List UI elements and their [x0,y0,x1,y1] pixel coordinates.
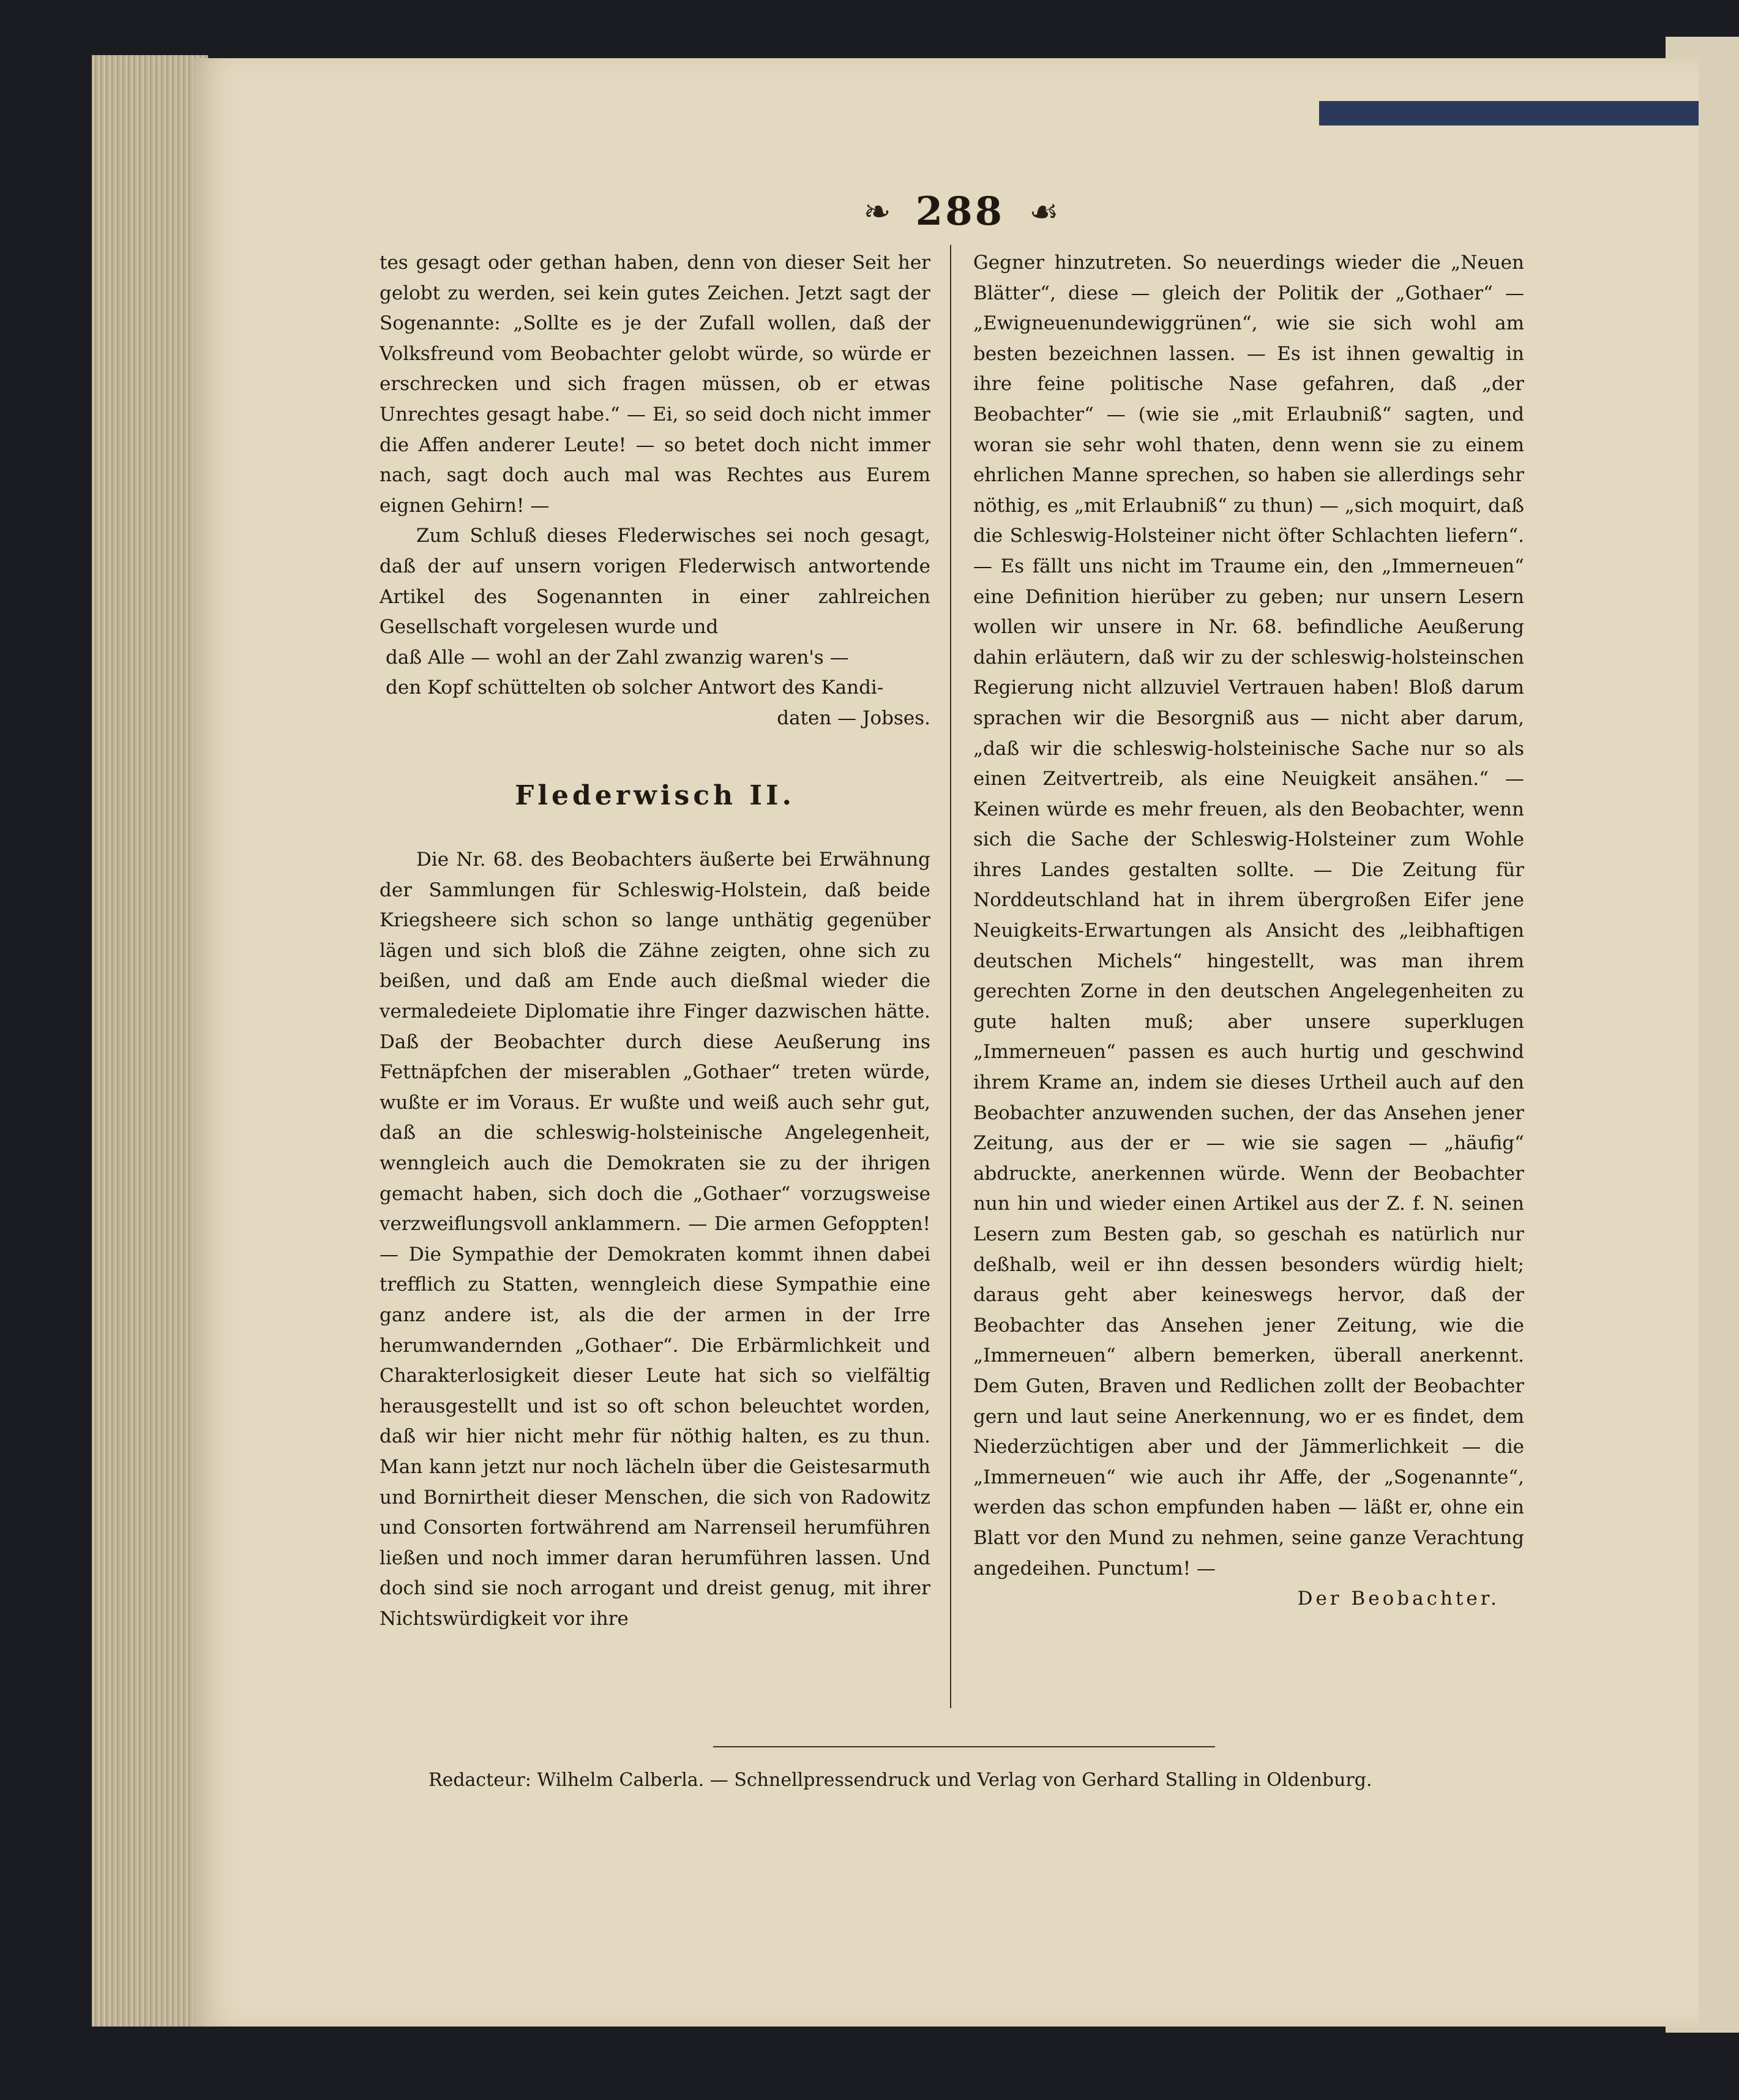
paragraph: Gegner hinzutreten. So neuerdings wieder die „Neuen Blätter“, diese — gleich der Politik der „Gothaer“ — „Ewigneuenundewiggrünen“, wie sie sich wohl am besten bezeichnen lassen. — Es ist ihnen gewaltig in ihre feine politische Nase gefahren, daß „der Beobachter“ — (wie sie „mit Erlaubniß“ sagten, und woran sie sehr wohl thaten, denn wenn sie zu einem ehrlichen Manne sprechen, so haben sie allerdings sehr nöthig, es „mit Erlaubniß“ zu thun) — „sich moquirt, daß die Schleswig-Holsteiner nicht öfter Schlachten liefern“. — Es fällt uns nicht im Traume ein, den „Immerneuen“ eine Definition hierüber zu geben; nur unsern Lesern wollen wir unsere in Nr. 68. befindliche Aeußerung dahin erläutern, daß wir zu der schleswig-holsteinschen Regierung nicht allzuviel Vertrauen haben! Bloß darum sprachen wir die Besorgniß aus — nicht aber darum, „daß wir die schleswig-holsteinische Sache nur so als einen Zeitvertreib, als eine Neuigkeit ansähen.“ — Keinen würde es mehr freuen, als den Beobachter, wenn sich die Sache der Schleswig-Holsteiner zum Wohle ihres Landes gestalten sollte. — Die Zeitung für Norddeutschland hat in ihrem übergroßen Eifer jene Neuigkeits-Erwartungen als Ansicht des „leibhaftigen deutschen Michels“ hingestellt, was man ihrem gerechten Zorne in den deutschen Angelegenheiten zu gute halten muß; aber unsere superklugen „Immerneuen“ passen es auch hurtig und geschwind ihrem Krame an, indem sie dieses Urtheil auch auf den Beobachter anzuwenden suchen, der das Ansehen jener Zeitung, aus der er — wie sie sagen — „häufig“ abdruckte, anerkennen würde. Wenn der Beobachter nun hin und wieder einen Artikel aus der Z. f. N. seinen Lesern zum Besten gab, so geschah es natürlich nur deßhalb, weil er ihn dessen besonders würdig hielt; daraus geht aber keineswegs hervor, daß der Beobachter das Ansehen jener Zeitung, wie die „Immerneuen“ albern bemerken, überall anerkennt. Dem Guten, Braven und Redlichen zollt der Beobachter gern und laut seine Anerkennung, wo er es findet, dem Niederzüchtigen aber und der Jämmerlichkeit — die „Immerneuen“ wie auch ihr Affe, der „Sogenannte“, werden das schon empfunden haben — läßt er, ohne ein Blatt vor den Mund zu nehmen, seine ganze Verachtung angedeihen. Punctum! — [973,252,1524,1580]
paragraph: Die Nr. 68. des Beobachters äußerte bei Erwähnung der Sammlungen für Schleswig-Holstein, daß beide Kriegsheere sich schon so lange unthätig gegenüber lägen und sich bloß die Zähne zeigten, ohne sich zu beißen, und daß am Ende auch dießmal wieder die vermaledeiete Diplomatie ihre Finger dazwischen hätte. Daß der Beobachter durch diese Aeußerung ins Fettnäpfchen der miserablen „Gothaer“ treten würde, wußte er im Voraus. Er wußte und weiß auch sehr gut, daß an die schleswig-holsteinische Angelegenheit, wenngleich auch die Demokraten sie zu der ihrigen gemacht haben, sich doch die „Gothaer“ vorzugsweise verzweiflungsvoll anklammern. — Die armen Gefoppten! — Die Sympathie der Demokraten kommt ihnen dabei trefflich zu Statten, wenngleich diese Sympathie eine ganz andere ist, als die der armen in der Irre herumwandernden „Gothaer“. Die Erbärmlichkeit und Charakterlosigkeit dieser Leute hat sich so vielfältig herausgestellt und ist so oft schon beleuchtet worden, daß wir hier nicht mehr für nöthig halten, es zu thun. Man kann jetzt nur noch lächeln über die Geistesarmuth und Bornirtheit dieser Menschen, die sich von Radowitz und Consorten fortwährend am Narrenseil herumführen ließen und noch immer daran herumführen lassen. Und doch sind sie noch arrogant und dreist genug, mit ihrer Nichtswürdigkeit vor ihre [380,849,930,1630]
section-title: Flederwisch II. [515,779,795,811]
cover-strip [1319,101,1699,126]
footer-rule [713,1746,1215,1747]
verse-line: daten — Jobses. [777,707,930,729]
paragraph: tes gesagt oder gethan haben, denn von dieser Seit her gelobt zu werden, sei kein gutes Zeichen. Jetzt sagt der Sogenannte: „Sollte es je der Zufall wollen, daß der Volksfreund vom Beobachter gelobt würde, so würde er erschrecken und sich fragen müssen, ob er etwas Unrechtes gesagt habe.“ — Ei, so seid doch nicht immer die Affen anderer Leute! — so betet doch nicht immer nach, sagt doch auch mal was Rechtes aus Eurem eignen Gehirn! — [380,252,930,517]
left-column [380,248,930,1635]
right-column [973,248,1524,1614]
right-ornament-icon: ☙ [1029,192,1059,231]
verse-line: daß Alle — wohl an der Zahl zwanzig waren's — [386,646,849,669]
book-page-edges [92,55,208,2027]
left-ornament-icon: ❧ [863,192,891,231]
page-header [802,184,1120,239]
signature: Der Beobachter. [1297,1588,1500,1610]
imprint: Redacteur: Wilhelm Calberla. — Schnellpressendruck und Verlag von Gerhard Stalling in Oldenburg. [428,1769,1372,1791]
page-number: 288 [915,188,1005,234]
paragraph: Zum Schluß dieses Flederwisches sei noch gesagt, daß der auf unsern vorigen Flederwisch antwortende Artikel des Sogenannten in einer zahlreichen Gesellschaft vorgelesen wurde und [380,525,930,639]
column-divider [950,245,951,1708]
verse-line: den Kopf schüttelten ob solcher Antwort des Kandi- [386,677,884,699]
